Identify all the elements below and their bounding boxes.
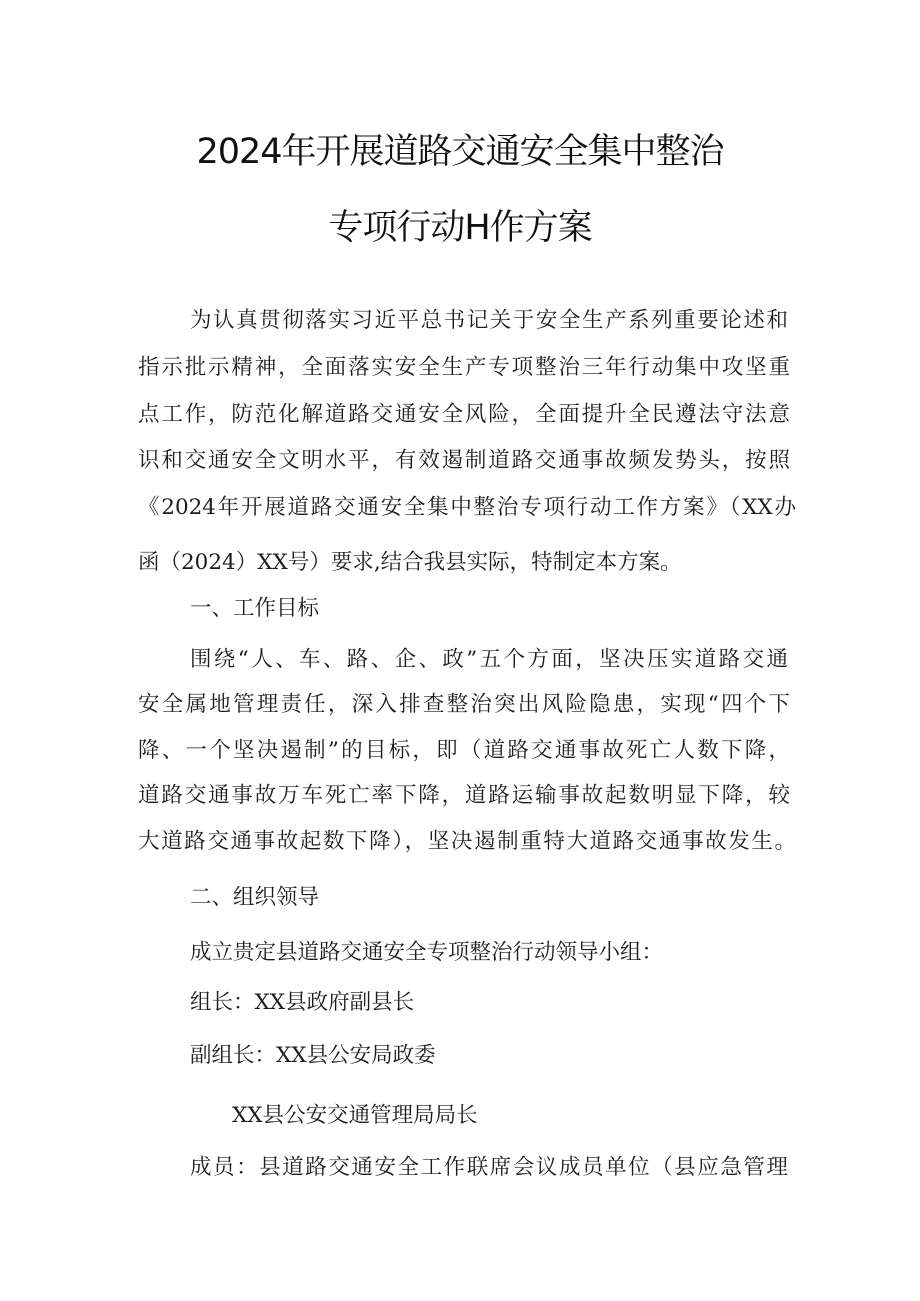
body-line-14: 副组长：XX县公安局政委: [190, 1043, 436, 1068]
body-line-6: 函（2024）XX号）要求,结合我县实际，特制定本方案。: [138, 550, 682, 575]
body-line-15: XX县公安交通管理局局长: [232, 1103, 478, 1128]
document-title-line-2: 专项行动H作方案: [328, 208, 592, 248]
section-heading-goals: 一、工作目标: [190, 596, 320, 621]
body-line-9: 降、一个坚决遏制”的目标，即（道路交通事故死亡人数下降，: [138, 738, 790, 763]
body-line-5: 《2024年开展道路交通安全集中整治专项行动工作方案》（XX办: [138, 495, 796, 520]
body-line-8: 安全属地管理责任，深入排查整治突出风险隐患，实现“四个下: [138, 692, 790, 717]
body-line-10: 道路交通事故万车死亡率下降，道路运输事故起数明显下降，较: [138, 783, 790, 808]
body-line-3: 点工作，防范化解道路交通安全风险，全面提升全民遵法守法意: [138, 402, 790, 427]
document-title-line-1: 2024年开展道路交通安全集中整治: [196, 132, 724, 172]
body-line-16: 成员：县道路交通安全工作联席会议成员单位（县应急管理: [190, 1155, 788, 1180]
body-line-2: 指示批示精神，全面落实安全生产专项整治三年行动集中攻坚重: [138, 355, 790, 380]
section-heading-leadership: 二、组织领导: [190, 885, 320, 910]
body-line-12: 成立贵定县道路交通安全专项整治行动领导小组：: [190, 940, 664, 965]
body-line-11: 大道路交通事故起数下降），坚决遏制重特大道路交通事故发生。: [138, 829, 796, 854]
body-line-13: 组长：XX县政府副县长: [190, 990, 415, 1015]
body-line-4: 识和交通安全文明水平，有效遏制道路交通事故频发势头，按照: [138, 448, 790, 473]
body-line-1: 为认真贯彻落实习近平总书记关于安全生产系列重要论述和: [190, 308, 788, 333]
body-line-7: 围绕“人、车、路、企、政”五个方面，坚决压实道路交通: [190, 647, 788, 672]
